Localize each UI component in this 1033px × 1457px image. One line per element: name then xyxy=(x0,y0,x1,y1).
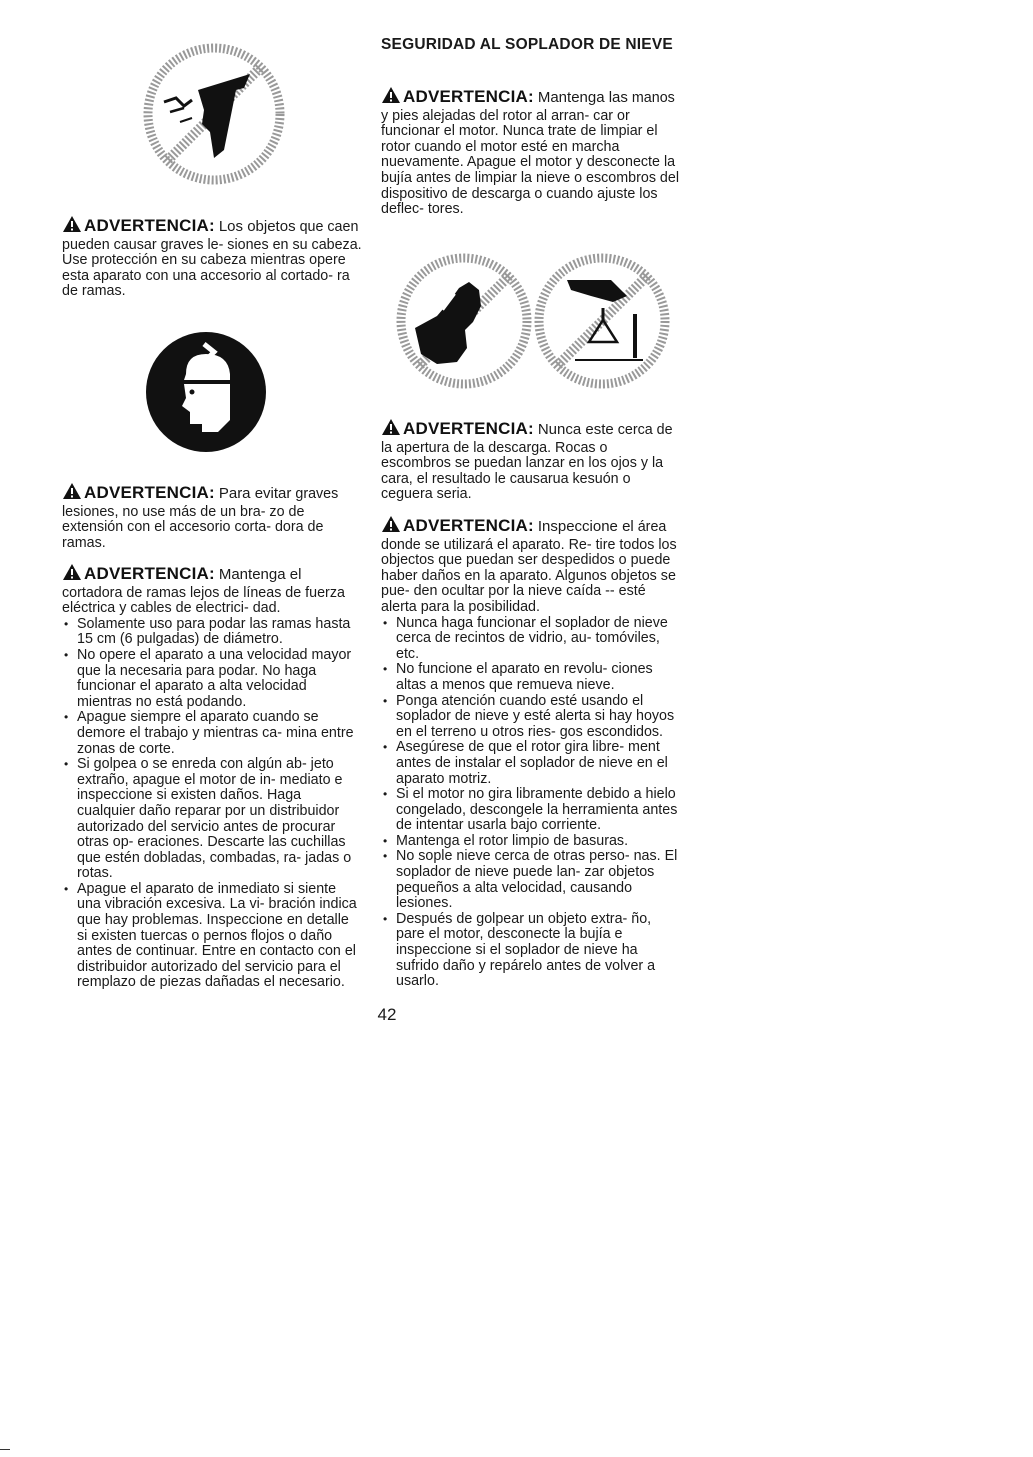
warning-rotor xyxy=(381,86,681,218)
head-protection-icon xyxy=(144,330,268,454)
warning-power-lines xyxy=(62,563,362,991)
list-item: • Ponga atención cuando esté usando el soplador de nieve y esté alerta si hay hoyos en el terreno u otros ries- gos escondidos. xyxy=(381,694,681,741)
list-item: • Si golpea o se enreda con algún ab- jeto extraño, apague el motor de in- mediato e inspeccione si existen daños. Haga cualquier daño reparar por un distribuidor autorizado del servicio antes de procurar otras op- eraciones. Descarte las cuchillas que estén dobladas, combadas, ra- jadas o rotas. xyxy=(62,757,362,882)
warning-discharge xyxy=(381,418,681,503)
corner-mark xyxy=(0,1449,10,1450)
foot-rotor-prohibited-icon xyxy=(531,250,673,392)
warning-lead: Inspeccione el xyxy=(537,518,634,535)
warning-text: que caen pueden causar graves le- siones en su cabeza. Use protección en su cabeza mientras opere esta aparato con una accesorio al cortado- ra de ramas. xyxy=(62,219,362,300)
warning-triangle-icon xyxy=(381,418,401,441)
warning-triangle-icon xyxy=(62,215,82,238)
warning-lead: Mantenga las xyxy=(537,89,628,106)
list-item: • Después de golpear un objeto extra- ño, pare el motor, desconecte la bujía e inspeccione si el soplador de nieve ha sufrido daño y repárelo antes de volver a usarlo. xyxy=(381,912,681,990)
warning-label: ADVERTENCIA: xyxy=(84,216,215,235)
warning-inspect-area xyxy=(381,515,681,990)
warning-label: ADVERTENCIA: xyxy=(84,483,215,502)
bullet-list xyxy=(62,617,362,991)
warning-label: ADVERTENCIA: xyxy=(403,516,534,535)
warning-lead: Mantenga el xyxy=(218,566,302,583)
warning-falling-objects xyxy=(62,215,362,300)
warning-text: manos y pies alejadas del rotor al arran- car or funcionar el motor. Nunca trate de limpiar el rotor cuando el motor esté en marcha nuevamente. Apague el motor y desconecte la bujía antes de limpiar la nieve o escombros del dispositivo de descarga o cuando ajuste los deflec- tores. xyxy=(381,90,680,218)
hand-rotor-prohibited-icon xyxy=(393,250,535,392)
warning-text: cerca de la apertura de la descarga. Rocas o escombros se puedan lanzar en los ojos y la cara, el resultado le causarua kesuón o ceguera seria. xyxy=(381,422,673,503)
warning-extension xyxy=(62,482,362,551)
warning-text: área donde se utilizará el aparato. Re- tire todos los objectos que puedan ser despedidos o puede haber daños en la aparato. Algunos objetos se pue- den ocultar por la nieve caída -- esté alerta para la posibilidad. xyxy=(381,519,677,615)
bullet-list xyxy=(381,616,681,990)
list-item: • Asegúrese de que el rotor gira libre- ment antes de instalar el soplador de nieve en el aparato motriz. xyxy=(381,740,681,787)
list-item: • Mantenga el rotor limpio de basuras. xyxy=(381,834,681,850)
warning-triangle-icon xyxy=(62,482,82,505)
falling-objects-prohibited-icon xyxy=(140,40,288,188)
warning-triangle-icon xyxy=(62,563,82,586)
page-number: 42 xyxy=(377,1005,397,1024)
list-item: • Solamente uso para podar las ramas hasta 15 cm (6 pulgadas) de diámetro. xyxy=(62,617,362,648)
warning-lead: Para evitar xyxy=(218,485,292,502)
warning-lead: Nunca este xyxy=(537,421,614,438)
warning-label: ADVERTENCIA: xyxy=(84,564,215,583)
list-item: • Nunca haga funcionar el soplador de nieve cerca de recintos de vidrio, au- tomóviles, etc. xyxy=(381,616,681,663)
warning-label: ADVERTENCIA: xyxy=(403,419,534,438)
warning-triangle-icon xyxy=(381,86,401,109)
list-item: • Si el motor no gira libramente debido a hielo congelado, descongele la herramienta antes de intentar usarla bajo corriente. xyxy=(381,787,681,834)
warning-text: graves lesiones, no use más de un bra- zo de extensión con el accesorio corta- dora de ramas. xyxy=(62,486,339,551)
warning-triangle-icon xyxy=(381,515,401,538)
warning-text: cortadora de ramas lejos de líneas de fuerza eléctrica y cables de electrici- dad. xyxy=(62,584,345,617)
list-item: • No opere el aparato a una velocidad mayor que la necesaria para podar. No haga funcionar el aparato a alta velocidad mientras no está podando. xyxy=(62,648,362,710)
section-title: SEGURIDAD AL SOPLADOR DE NIEVE xyxy=(381,36,673,53)
list-item: • No sople nieve cerca de otras perso- nas. El soplador de nieve puede lan- zar objetos pequeños a alta velocidad, causando lesiones. xyxy=(381,849,681,911)
list-item: • No funcione el aparato en revolu- ciones altas a menos que remueva nieve. xyxy=(381,662,681,693)
warning-lead: Los objetos xyxy=(218,218,296,235)
list-item: • Apague el aparato de inmediato si siente una vibración excesiva. La vi- bración indica que hay problemas. Inspeccione en detalle si existen tuercas o pernos flojos o daño antes de continuar. Entre en contacto con el distribuidor autorizado del servicio para el remplazo de piezas dañadas el necesario. xyxy=(62,882,362,991)
warning-label: ADVERTENCIA: xyxy=(403,87,534,106)
list-item: • Apague siempre el aparato cuando se demore el trabajo y mientras ca- mina entre zonas de corte. xyxy=(62,710,362,757)
